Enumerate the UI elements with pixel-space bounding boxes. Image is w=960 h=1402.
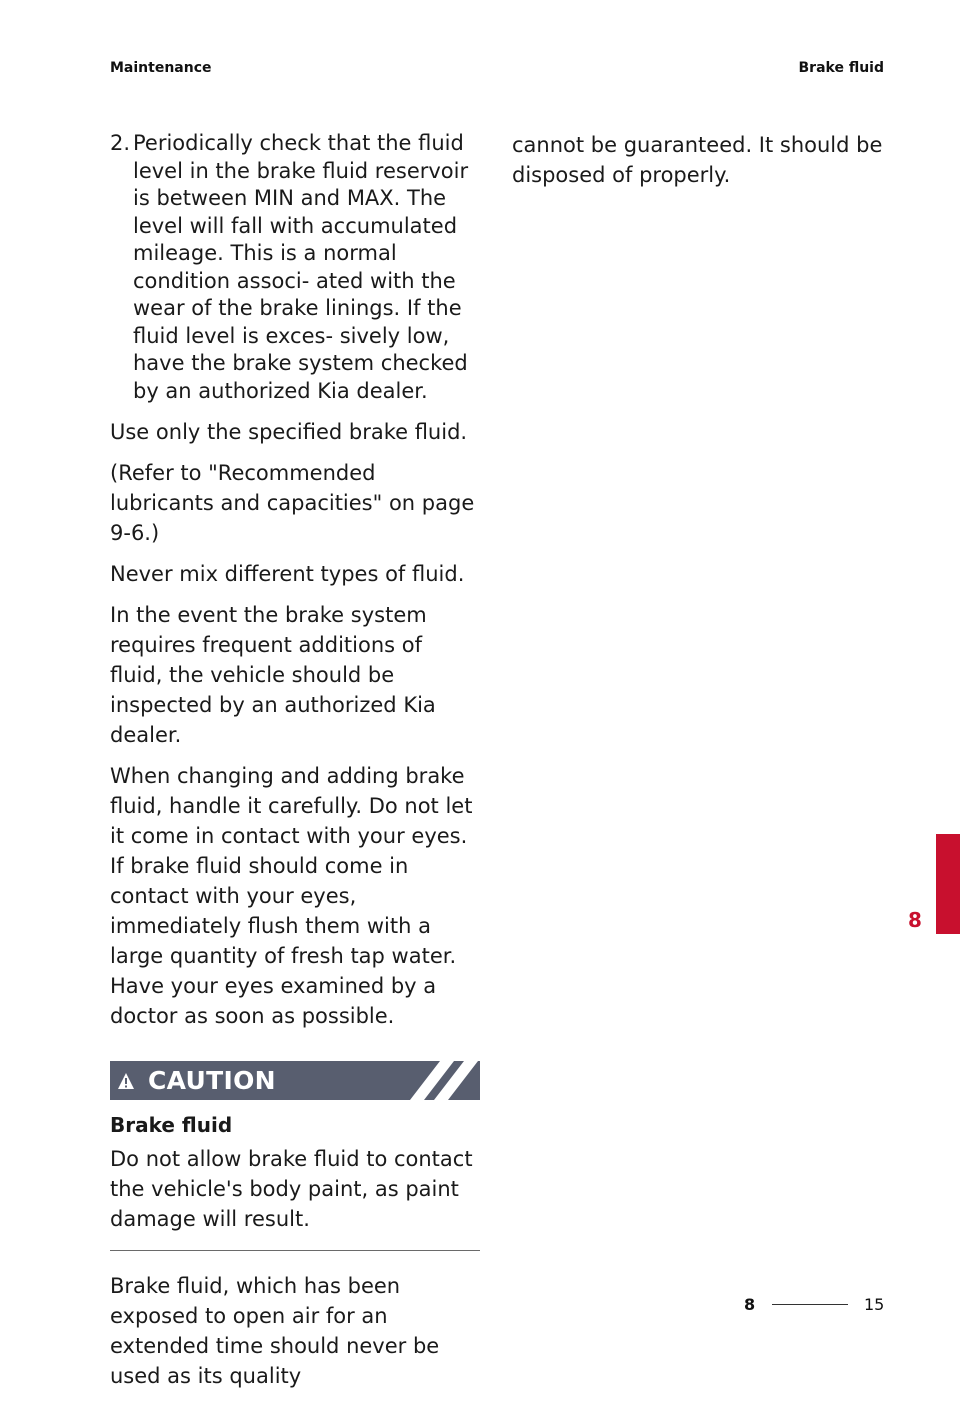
chapter-side-tab [936,834,960,934]
warning-triangle-icon [117,1072,135,1090]
caution-text: Do not allow brake fluid to contact the vehicle's body paint, as paint damage will result. [110,1147,473,1231]
footer-chapter-number: 8 [744,1295,756,1314]
caution-title: Brake fluid [110,1113,233,1137]
paragraph-never-mix: Never mix different types of fluid. [110,562,465,586]
paragraph-specified-fluid: Use only the specified brake fluid. [110,420,468,444]
caution-divider [110,1250,480,1251]
caution-stripes-decoration [410,1061,480,1100]
caution-label: CAUTION [148,1066,276,1095]
left-column [110,130,480,1402]
header-section-title: Maintenance [110,60,212,76]
paragraph-disposal: cannot be guaranteed. It should be disposed of properly. [512,133,883,187]
paragraph-reference: (Refer to "Recommended lubricants and capacities" on page 9-6.) [110,461,475,545]
caution-banner [110,1061,480,1100]
paragraph-exposed-fluid: Brake fluid, which has been exposed to open air for an extended time should never be used as its quality [110,1274,440,1388]
paragraph-frequent-additions: In the event the brake system requires frequent additions of fluid, the vehicle should be inspected by an authorized Kia dealer. [110,603,436,747]
chapter-side-tab-number: 8 [908,908,922,932]
numbered-step [110,130,480,405]
header-topic-title: Brake fluid [798,60,884,76]
right-column [512,130,892,201]
step-number: 2. [110,131,131,155]
footer-page-number: 15 [864,1295,885,1314]
paragraph-handling: When changing and adding brake fluid, handle it carefully. Do not let it come in contact with your eyes. If brake fluid should come in contact with your eyes, immediately flush them with a large quantity of fresh tap water. Have your eyes examined by a doctor as soon as possible. [110,764,473,1028]
step-text: Periodically check that the fluid level in the brake fluid reservoir is between MIN and MAX. The level will fall with accumulated mileage. This is a normal condition associ- ated with the wear of the brake linings. If the fluid level is exces- sively low, have the brake system checked by an authorized Kia dealer. [133,131,469,403]
footer-divider [772,1304,848,1305]
